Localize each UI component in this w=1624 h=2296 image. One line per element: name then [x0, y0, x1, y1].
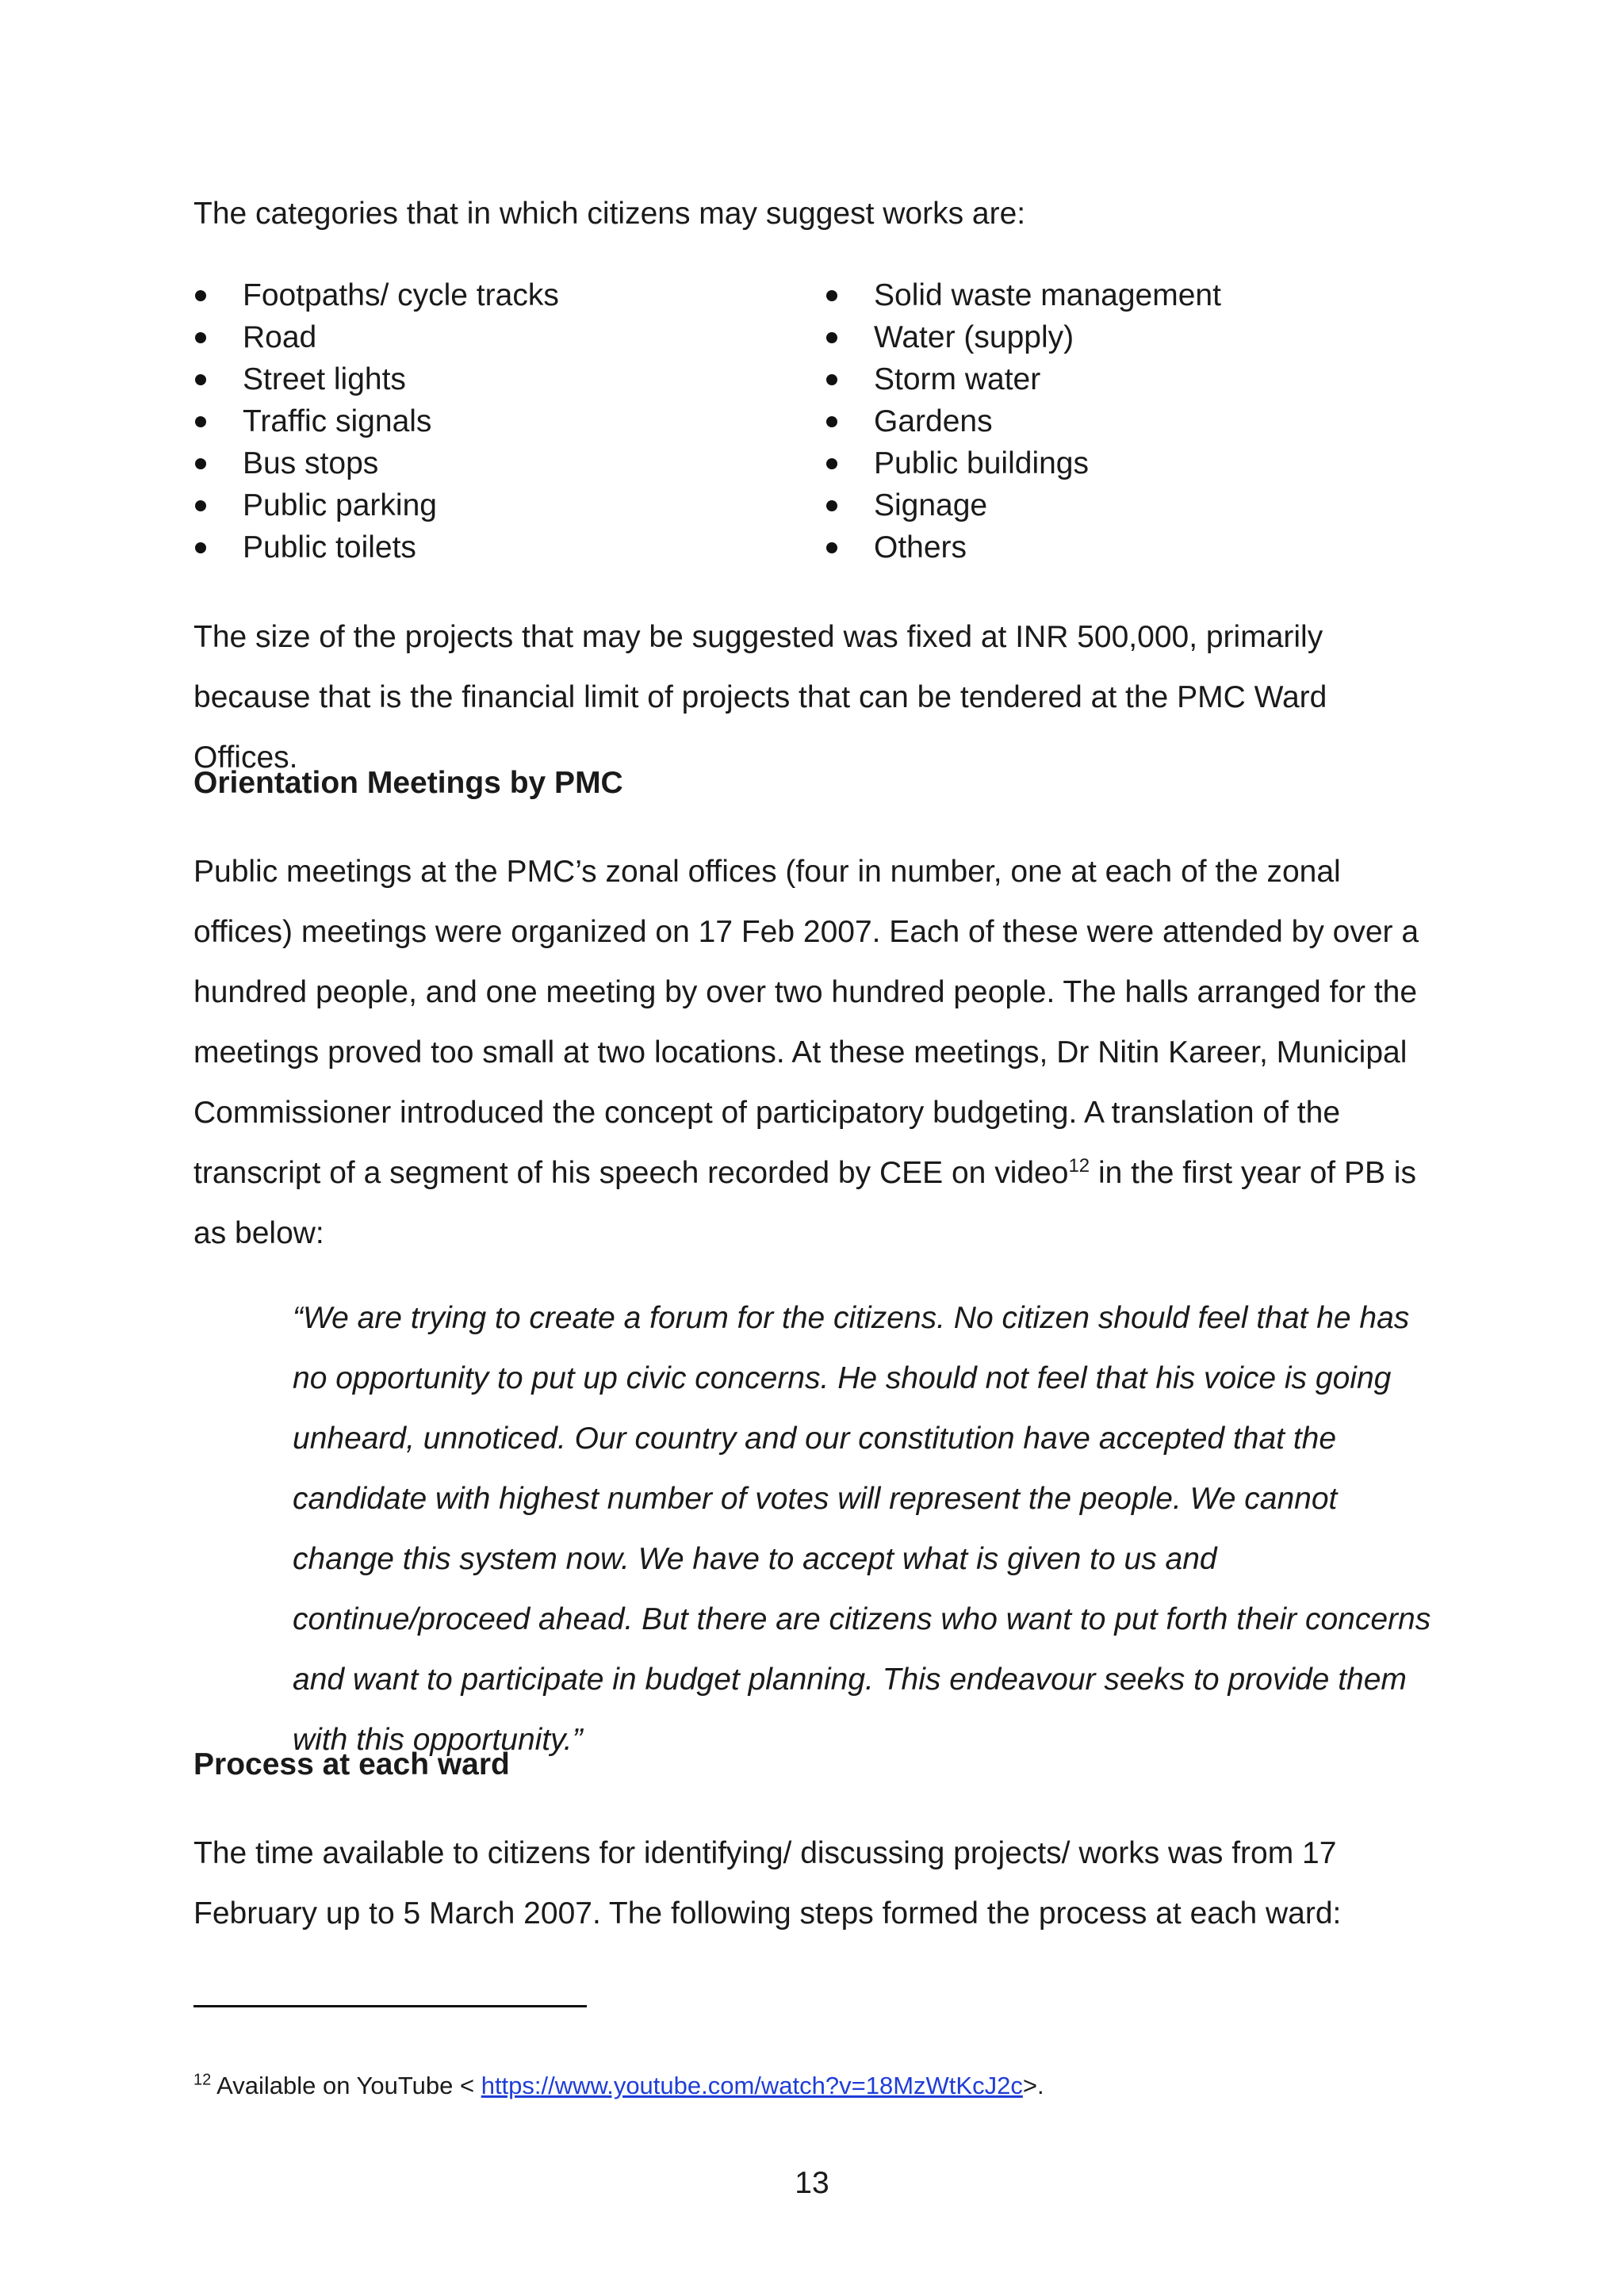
bullet-icon: [826, 458, 837, 469]
category-label: Water (supply): [874, 320, 1074, 354]
orientation-heading: Orientation Meetings by PMC: [193, 766, 623, 800]
orientation-text: Public meetings at the PMC’s zonal offices (four in number, one at each of the zonal offices) meetings were organized on 17 Feb 2007. Each of these were attended by over a hundred people, and one meeting by over two hundred people. The halls arranged for the meetings proved too small at two locations. At these meetings, Dr Nitin Kareer, Municipal Commissioner introduced the concept of participatory budgeting. A translation of the transcript of a segment of his speech recorded by CEE on video: [193, 855, 1419, 1190]
list-item: [193, 316, 559, 358]
bullet-icon: [826, 500, 837, 511]
bullet-icon: [195, 332, 206, 343]
list-item: [825, 442, 1221, 484]
list-item: [193, 442, 559, 484]
bullet-icon: [195, 416, 206, 427]
commissioner-quote: “We are trying to create a forum for the citizens. No citizen should feel that he has no opportunity to put up civic concerns. He should not feel that his voice is going unheard, unnoticed. Our country and our constitution have accepted that the candidate with highest number of votes will represent the people. We cannot change this system now. We have to accept what is given to us and continue/proceed ahead. But there are citizens who want to put forth their concerns and want to participate in budget planning. This endeavour seeks to provide them with this opportunity.”: [293, 1301, 1431, 1757]
category-label: Storm water: [874, 362, 1041, 396]
bullet-icon: [195, 290, 206, 301]
footnote: [193, 2066, 1044, 2106]
list-item: [825, 400, 1221, 442]
category-label: Traffic signals: [243, 404, 432, 438]
bullet-icon: [826, 416, 837, 427]
bullet-icon: [826, 290, 837, 301]
categories-right-column: [825, 274, 1221, 568]
project-size-paragraph: The size of the projects that may be suggested was fixed at INR 500,000, primarily because that is the financial limit of projects that can be tendered at the PMC Ward Offices.: [193, 620, 1327, 775]
bullet-icon: [826, 332, 837, 343]
footnote-reference: 12: [1068, 1155, 1090, 1177]
process-paragraph: The time available to citizens for identifying/ discussing projects/ works was from 17 February up to 5 March 2007. The following steps formed the process at each ward:: [193, 1836, 1342, 1931]
category-label: Road: [243, 320, 317, 354]
bullet-icon: [195, 458, 206, 469]
category-label: Footpaths/ cycle tracks: [243, 278, 559, 312]
youtube-link[interactable]: https://www.youtube.com/watch?v=18MzWtKcJ2c: [481, 2072, 1023, 2099]
list-item: [193, 526, 559, 568]
bullet-icon: [195, 542, 206, 553]
category-label: Public parking: [243, 488, 437, 522]
categories-left-column: [193, 274, 559, 568]
footnote-text-end: >.: [1022, 2072, 1044, 2099]
list-item: [193, 484, 559, 526]
categories-list: [193, 274, 1431, 584]
category-label: Gardens: [874, 404, 993, 438]
list-item: [193, 400, 559, 442]
bullet-icon: [195, 374, 206, 385]
footnote-number: 12: [193, 2071, 212, 2089]
footnote-divider: [193, 2005, 587, 2007]
category-label: Public buildings: [874, 446, 1090, 480]
orientation-paragraph: [193, 842, 1431, 1264]
process-heading: Process at each ward: [193, 1747, 510, 1781]
bullet-icon: [826, 542, 837, 553]
category-label: Bus stops: [243, 446, 379, 480]
category-label: Signage: [874, 488, 988, 522]
list-item: [193, 358, 559, 400]
category-label: Street lights: [243, 362, 406, 396]
orientation-text-continued: in the first year of PB is as below:: [193, 1156, 1416, 1250]
intro-text: The categories that in which citizens may suggest works are:: [193, 197, 1026, 231]
list-item: [825, 526, 1221, 568]
list-item: [825, 358, 1221, 400]
list-item: [193, 274, 559, 316]
list-item: [825, 274, 1221, 316]
footnote-text: Available on YouTube <: [211, 2072, 481, 2099]
category-label: Solid waste management: [874, 278, 1221, 312]
category-label: Others: [874, 530, 967, 564]
category-label: Public toilets: [243, 530, 416, 564]
list-item: [825, 484, 1221, 526]
page-number: 13: [795, 2166, 829, 2200]
list-item: [825, 316, 1221, 358]
bullet-icon: [826, 374, 837, 385]
bullet-icon: [195, 500, 206, 511]
